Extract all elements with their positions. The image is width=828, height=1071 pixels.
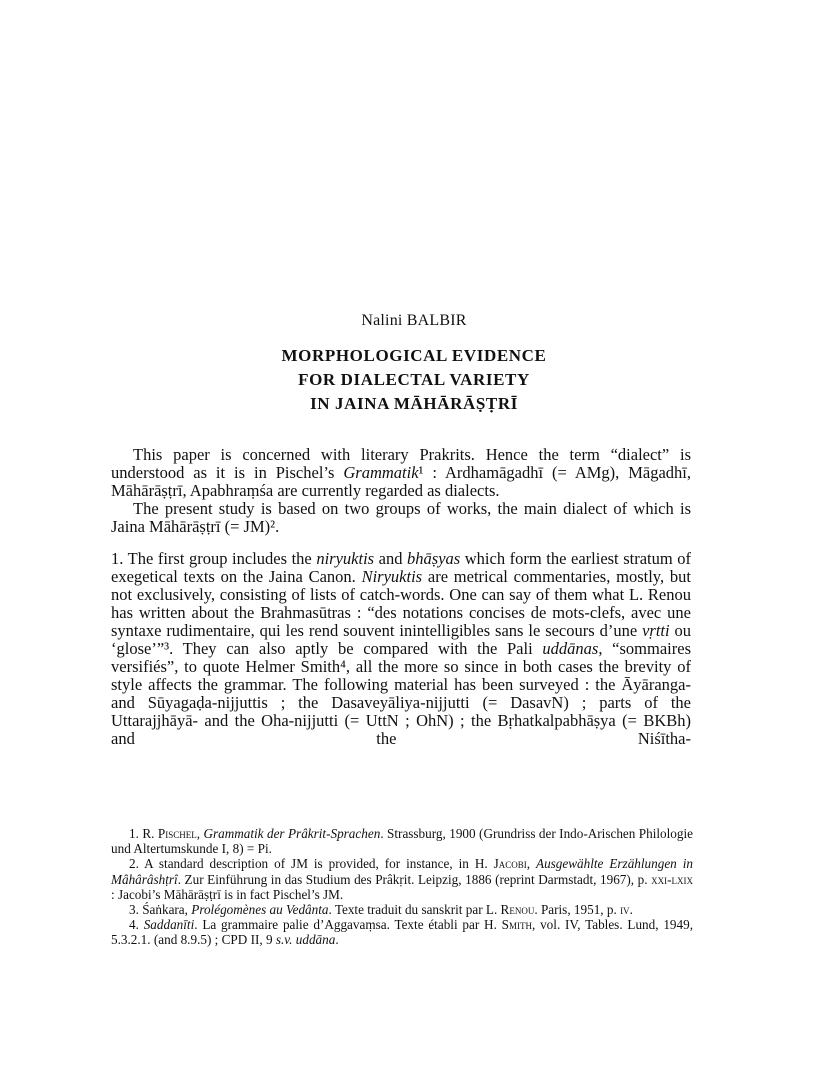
footnotes: [111, 826, 693, 948]
paper-title: [0, 344, 828, 416]
body-text: [111, 446, 691, 748]
footnote-2: 2. A standard description of JM is provided, for instance, in H. Jacobi, Ausgewählte Erzählungen in Mâhârâshṭrî. Zur Einführung in das Studium des Prâkṛit. Leipzig, 1886 (reprint Darmstadt, 1967), p. xxi-lxix : Jacobi’s Māhārāṣṭrī is in fact Pischel’s JM.: [111, 856, 693, 902]
scope-paragraph: The present study is based on two groups of works, the main dialect of which is Jaina Māhārāṣṭrī (= JM)².: [111, 499, 691, 536]
footnote-4: 4. Saddanīti. La grammaire palie d’Aggavaṃsa. Texte établi par H. Smith, vol. IV, Tables. Lund, 1949, 5.3.2.1. (and 8.9.5) ; CPD II, 9 s.v. uddāna.: [111, 917, 693, 948]
author-name: Nalini BALBIR: [361, 312, 467, 329]
footnote-3: 3. Śaṅkara, Prolégomènes au Vedânta. Texte traduit du sanskrit par L. Renou. Paris, 1951, p. iv.: [129, 902, 633, 918]
section-1-paragraph: 1. The first group includes the niryuktis and bhāṣyas which form the earliest stratum of exegetical texts on the Jaina Canon. Niryuktis are metrical commentaries, mostly, but not exclusively, consisting of lists of catch-words. One can say of them what L. Renou has written about the Brahmasūtras : “des notations concises de mots-clefs, avec une syntaxe rudimentaire, qui les rend souvent inintelligibles sans le secours d’une vṛtti ou ‘glose’”³. They can also aptly be compared with the Pali uddānas, “sommaires versifiés”, to quote Helmer Smith⁴, all the more so since in both cases the brevity of style affects the grammar. The following material has been surveyed : the Āyāranga- and Sūyagaḍa-nijjuttis ; the Dasaveyāliya-nijjutti (= DasavN) ; parts of the Uttarajjhāyā- and the Oha-nijjutti (= UttN ; OhN) ; the Bṛhatkalpabhāṣya (= BKBh) and the Niśītha-: [111, 549, 692, 748]
intro-paragraph: This paper is concerned with literary Prakrits. Hence the term “dialect” is understood as it is in Pischel’s Grammatik¹ : Ardhamāgadhī (= AMg), Māgadhī, Māhārāṣṭrī, Apabhraṃśa are currently regarded as dialects.: [111, 445, 691, 500]
title-line-2: FOR DIALECTAL VARIETY: [298, 370, 530, 389]
title-line-3: IN JAINA MĀHĀRĀṢṬRĪ: [310, 394, 518, 413]
footnote-1: 1. R. Pischel, Grammatik der Prâkrit-Sprachen. Strassburg, 1900 (Grundriss der Indo-Arischen Philologie und Altertumskunde I, 8) = Pi.: [111, 826, 694, 857]
section-number: 1.: [111, 549, 124, 568]
title-line-1: MORPHOLOGICAL EVIDENCE: [281, 346, 547, 365]
